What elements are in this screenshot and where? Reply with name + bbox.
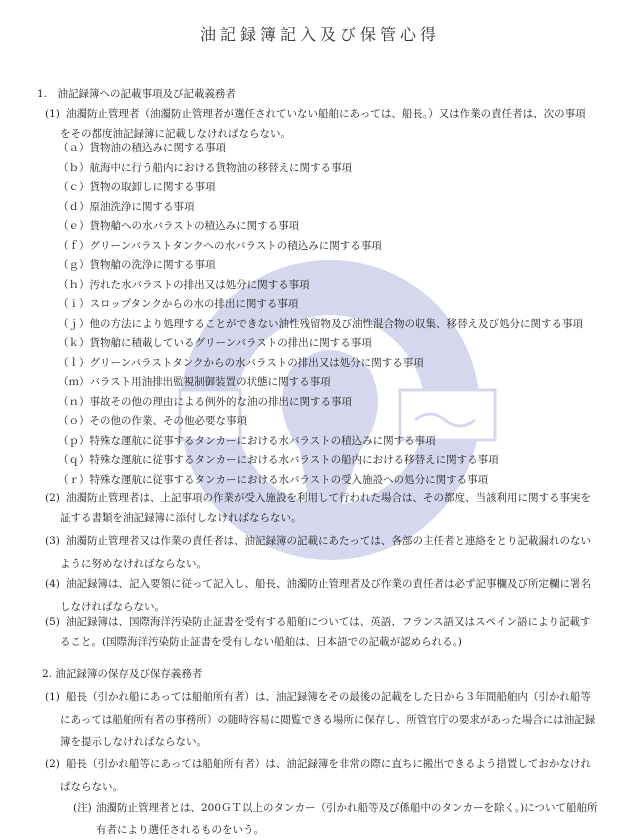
list-item: （ｂ）航海中に行う船内における貨物油の移替えに関する事項 bbox=[58, 161, 352, 174]
section1-p2-line1: 油濁防止管理者は、上記事項の作業が受入施設を利用して行われた場合は、その都度、当該利用に関する事実を bbox=[66, 492, 591, 504]
section1-p4-num: (4) bbox=[45, 578, 60, 590]
section1-p3-num: (3) bbox=[45, 535, 60, 547]
list-item: （ｌ）グリーンバラストタンクからの水バラストの排出又は処分に関する事項 bbox=[58, 356, 424, 369]
section1-p1-line1: 油濁防止管理者（油濁防止管理者が選任されていない船舶にあっては、船長。）又は作業の責任者は、次の事項 bbox=[66, 108, 586, 120]
section2-p2-num: (2) bbox=[45, 758, 60, 770]
section2-p2-line2: ばならない。 bbox=[60, 781, 123, 793]
list-item: （ａ）貨物油の積込みに関する事項 bbox=[58, 142, 226, 154]
list-item: （ｆ）グリーンバラストタンクへの水バラストの積込みに関する事項 bbox=[58, 239, 382, 252]
section1-p4-line2: しなければならない。 bbox=[60, 601, 165, 613]
section1-p3-line1: 油濁防止管理者又は作業の責任者は、油記録簿の記載にあたっては、各部の主任者と連絡をとり記載漏れのない bbox=[66, 535, 591, 547]
list-item: （ｒ）特殊な運航に従事するタンカーにおける水バラストの受入施設への処分に関する事項 bbox=[58, 473, 489, 486]
section1-heading: 1. 油記録簿への記載事項及び記載義務者 bbox=[37, 88, 237, 100]
section1-p5-num: (5) bbox=[45, 616, 60, 628]
section1-p5-line2: ること。(国際海洋汚染防止証書を受有しない船舶は、日本語での記載が認められる。) bbox=[60, 636, 462, 648]
list-item: （ｑ）特殊な運航に従事するタンカーにおける水バラストの船内における移替えに関する事項 bbox=[58, 454, 499, 466]
section1-p4-line1: 油記録簿は、記入要領に従って記入し、船長、油濁防止管理者及び作業の責任者は必ず記事欄及び所定欄に署名 bbox=[66, 578, 591, 590]
section2-p1-line1: 船長（引かれ船にあっては船舶所有者）は、油記録簿をその最後の記載をした日から３年間船舶内（引かれ船等 bbox=[66, 691, 591, 703]
list-item: （ｏ）その他の作業、その他必要な事項 bbox=[58, 415, 247, 427]
list-item: （ｃ）貨物の取卸しに関する事項 bbox=[58, 181, 216, 193]
section2-p1-num: (1) bbox=[45, 691, 60, 703]
section2-p1-line3: 簿を提示しなければならない。 bbox=[60, 736, 207, 748]
list-item: （ｍ）バラスト用油排出監視制御装置の状態に関する事項 bbox=[58, 376, 331, 388]
list-item: （ｅ）貨物艙への水バラストの積込みに関する事項 bbox=[58, 220, 300, 232]
document-title: 油記録簿記入及び保管心得 bbox=[199, 25, 440, 44]
section2-heading: 2. 油記録簿の保存及び保存義務者 bbox=[42, 668, 203, 680]
section2-p2-line1: 船長（引かれ船等にあっては船舶所有者）は、油記録簿を非常の際に直ちに搬出できるよう措置しておかなけれ bbox=[66, 758, 591, 770]
note-label: (注) bbox=[73, 802, 92, 814]
note-line1: 油濁防止管理者とは、200ＧＴ以上のタンカー（引かれ船等及び係船中のタンカーを除く。)について船舶所 bbox=[96, 802, 598, 814]
list-item: （ｇ）貨物艙の洗浄に関する事項 bbox=[58, 259, 216, 271]
section1-p2-line2: 証する書類を油記録簿に添付しなければならない。 bbox=[60, 512, 302, 524]
section2-p1-line2: にあっては船舶所有者の事務所）の随時容易に閲覧できる場所に保存し、所管官庁の要求があった場合には油記録 bbox=[60, 714, 596, 726]
section1-p1-line2: をその都度油記録簿に記載しなければならない。 bbox=[60, 128, 291, 140]
list-item: （ｈ）汚れた水バラストの排出又は処分に関する事項 bbox=[58, 278, 310, 291]
list-item: （ｐ）特殊な運航に従事するタンカーにおける水バラストの積込みに関する事項 bbox=[58, 434, 436, 447]
list-item: （ｄ）原油洗浄に関する事項 bbox=[58, 200, 195, 213]
list-item: （ｉ）スロップタンクからの水の排出に関する事項 bbox=[58, 298, 299, 310]
list-item: （ｊ）他の方法により処理することができない油性残留物及び油性混合物の収集、移替え及び処分に関する事項 bbox=[58, 317, 583, 330]
section1-p5-line1: 油記録簿は、国際海洋汚染防止証書を受有する船舶については、英語、フランス語又はスペイン語により記載す bbox=[66, 616, 591, 628]
section1-p2-num: (2) bbox=[45, 492, 60, 504]
section1-p3-line2: ように努めなければならない。 bbox=[60, 558, 207, 570]
list-item: （ｋ）貨物艙に積載しているグリーンバラストの排出に関する事項 bbox=[58, 337, 372, 349]
list-item: （ｎ）事故その他の理由による例外的な油の排出に関する事項 bbox=[58, 395, 352, 408]
section1-p1-num: (1) bbox=[45, 108, 60, 120]
note-line2: 有者により選任されるものをいう。 bbox=[96, 824, 264, 836]
